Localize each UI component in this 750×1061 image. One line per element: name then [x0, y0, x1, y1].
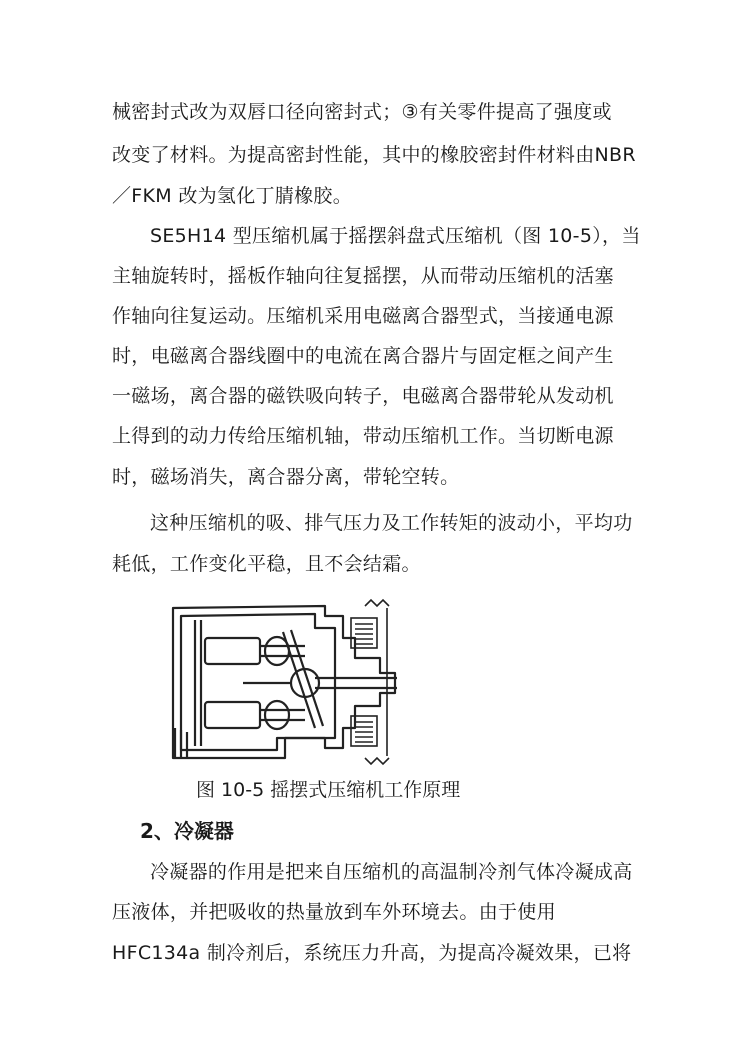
- paragraph-line: 改变了材料。为提高密封性能，其中的橡胶密封件材料由NBR: [112, 144, 636, 166]
- compressor-diagram: [165, 598, 400, 768]
- paragraph-line: ／FKM 改为氢化丁腈橡胶。: [112, 185, 353, 207]
- paragraph-line: 主轴旋转时，摇板作轴向往复摇摆，从而带动压缩机的活塞: [112, 265, 614, 287]
- paragraph-line: SE5H14 型压缩机属于摇摆斜盘式压缩机（图 10-5），当: [150, 225, 641, 247]
- paragraph-line: 时，电磁离合器线圈中的电流在离合器片与固定框之间产生: [112, 345, 614, 367]
- paragraph-line: 械密封式改为双唇口径向密封式；③有关零件提高了强度或: [112, 101, 612, 123]
- paragraph-line: 冷凝器的作用是把来自压缩机的高温制冷剂气体冷凝成高: [150, 861, 633, 883]
- paragraph-line: 时，磁场消失，离合器分离，带轮空转。: [112, 466, 460, 488]
- paragraph-line: 上得到的动力传给压缩机轴，带动压缩机工作。当切断电源: [112, 425, 614, 447]
- figure-caption: 图 10-5 摇摆式压缩机工作原理: [196, 779, 461, 801]
- paragraph-line: 作轴向往复运动。压缩机采用电磁离合器型式，当接通电源: [112, 305, 614, 327]
- paragraph-line: 一磁场，离合器的磁铁吸向转子，电磁离合器带轮从发动机: [112, 385, 614, 407]
- paragraph-line: 这种压缩机的吸、排气压力及工作转矩的波动小，平均功: [150, 512, 633, 534]
- paragraph-line: 压液体，并把吸收的热量放到车外环境去。由于使用: [112, 901, 556, 923]
- section-heading: 2、冷凝器: [140, 819, 234, 843]
- paragraph-line: HFC134a 制冷剂后，系统压力升高，为提高冷凝效果，已将: [112, 942, 632, 964]
- paragraph-line: 耗低，工作变化平稳，且不会结霜。: [112, 553, 421, 575]
